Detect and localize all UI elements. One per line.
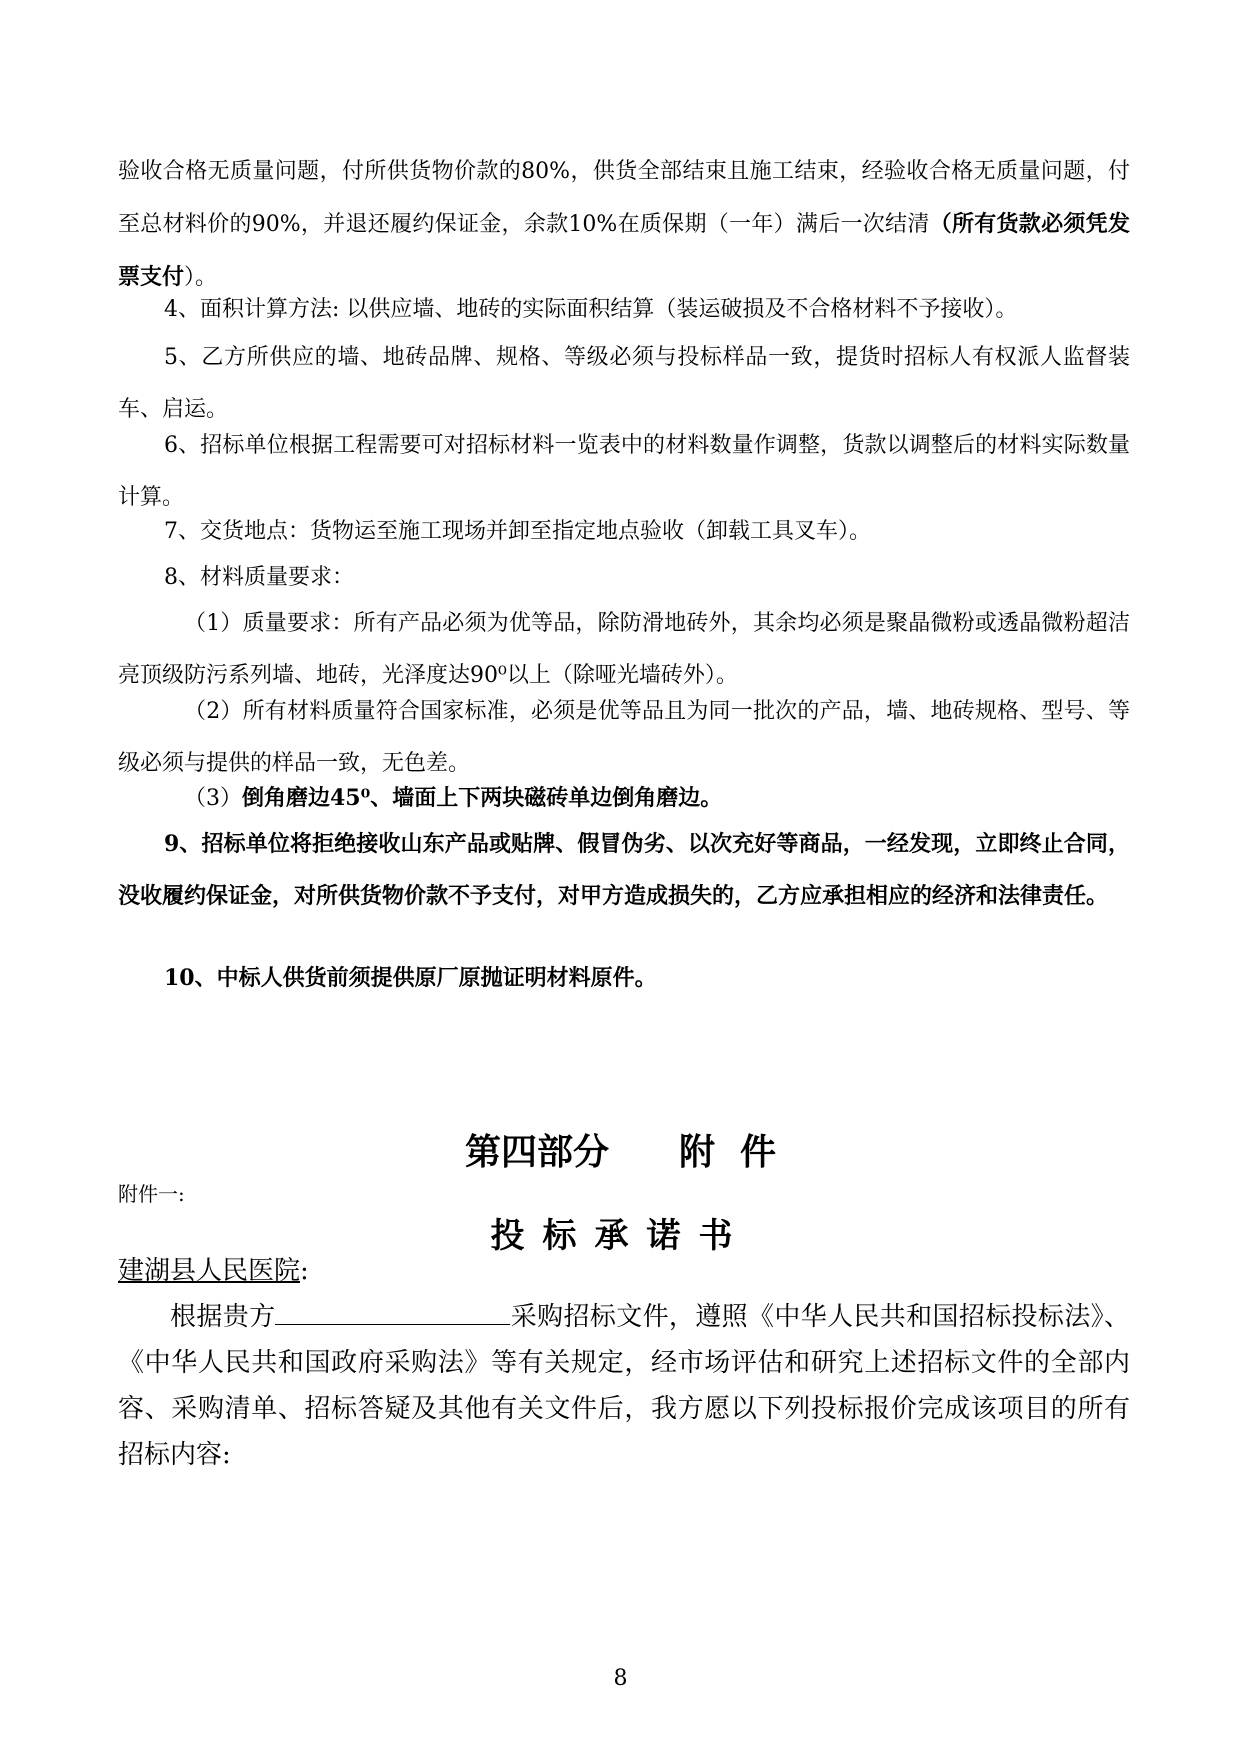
section-title-right: 附 件 [678, 1131, 777, 1173]
document-title: 投标承诺书 [490, 1216, 751, 1256]
quality-requirement-3-text: 倒角磨边45⁰、墙面上下两块磁砖单边倒角磨边。 [242, 785, 723, 811]
clause-10: 10、中标人供货前须提供原厂原抛证明材料原件。 [164, 965, 657, 991]
invoice-requirement-text: 所有货款必须凭发票支付 [118, 211, 1130, 290]
clause-9: 9、招标单位将拒绝接收山东产品或贴牌、假冒伪劣、以次充好等商品，一经发现，立即终止合同，没收履约保证金，对所供货物价款不予支付，对甲方造成损失的，乙方应承担相应的经济和法律责任。 [118, 831, 1130, 909]
attachment-label: 附件一: [118, 1182, 185, 1206]
payment-terms-text: 验收合格无质量问题，付所供货物价款的80%，供货全部结束且施工结束，经验收合格无质量问题，付至总材料价的90%，并退还履约保证金，余款10%在质保期（一年）满后一次结清 [118, 159, 1130, 237]
clause-5: 5、乙方所供应的墙、地砖品牌、规格、等级必须与投标样品一致，提货时招标人有权派人监督装车、启运。 [118, 345, 1130, 422]
payment-terms-open-paren: （ [929, 211, 952, 237]
clause-8: 8、材料质量要求： [164, 565, 354, 590]
section-title [0, 1124, 1241, 1175]
commitment-body-text: 采购招标文件，遵照《中华人民共和国招标投标法》、《中华人民共和国政府采购法》等有关规定，经市场评估和研究上述招标文件的全部内容、采购清单、招标答疑及其他有关文件后，我方愿以下列投标报价完成该项目的所有招标内容: [118, 1302, 1130, 1470]
payment-terms-paragraph [118, 146, 1130, 304]
section-title-left: 第四部分 [464, 1131, 609, 1173]
clause-7: 7、交货地点：货物运至施工现场并卸至指定地点验收（卸载工具叉车）。 [164, 519, 871, 544]
clause-6: 6、招标单位根据工程需要可对招标材料一览表中的材料数量作调整，货款以调整后的材料实际数量计算。 [118, 433, 1130, 510]
recipient-line [118, 1250, 309, 1287]
recipient-colon: : [300, 1256, 309, 1286]
recipient-name: 建湖县人民医院 [118, 1256, 301, 1286]
project-name-blank [275, 1296, 510, 1325]
quality-requirement-3-number: （3） [184, 786, 242, 811]
payment-terms-close: ）。 [184, 265, 218, 290]
quality-requirement-2: （2）所有材料质量符合国家标准，必须是优等品且为同一批次的产品，墙、地砖规格、型号、等级必须与提供的样品一致，无色差。 [118, 699, 1130, 776]
page-number: 8 [613, 1666, 628, 1691]
commitment-body [118, 1294, 1130, 1478]
clause-4: 4、面积计算方法: 以供应墙、地砖的实际面积结算（装运破损及不合格材料不予接收）。 [164, 297, 1018, 322]
commitment-body-prefix: 根据贵方 [170, 1302, 276, 1332]
quality-requirement-1: （1）质量要求：所有产品必须为优等品，除防滑地砖外，其余均必须是聚晶微粉或透晶微粉超洁亮顶级防污系列墙、地砖，光泽度达90⁰以上（除哑光墙砖外）。 [118, 611, 1130, 688]
